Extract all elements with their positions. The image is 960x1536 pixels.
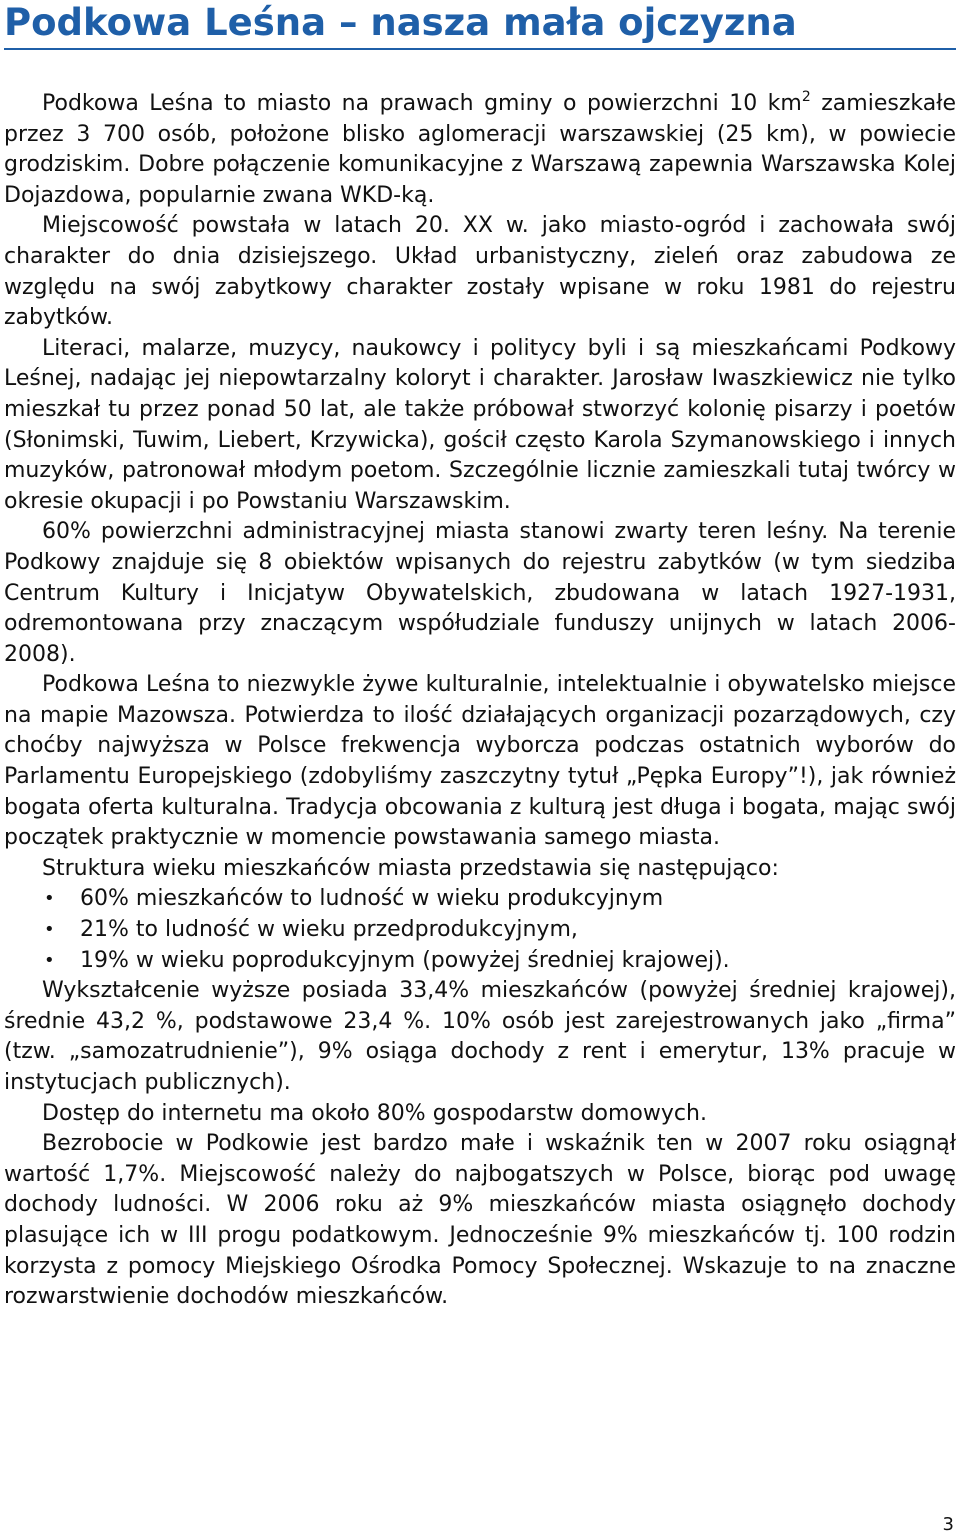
bullet-icon: • xyxy=(44,919,55,941)
document-body xyxy=(4,89,956,1313)
paragraph-forest-monuments: 60% powierzchni administracyjnej miasta stanowi zwarty teren leśny. Na terenie Podkowy znajduje się 8 obiektów wpisanych do rejestru zabytków (w tym siedziba Centrum Kultury i Inicjatyw Obywatelskich, zbudowana w latach 1927-1931, odremontowana przy znaczącym współudziale funduszy unijnych w latach 2006-2008). xyxy=(4,519,956,667)
paragraph-age-structure-intro: Struktura wieku mieszkańców miasta przedstawia się następująco: xyxy=(42,855,779,881)
paragraph-residents: Literaci, malarze, muzycy, naukowcy i politycy byli i są mieszkańcami Podkowy Leśnej, nadając jej niepowtarzalny koloryt i charakter. Jarosław Iwaszkiewicz nie tylko mieszkał tu przez ponad 50 lat, ale także próbował stworzyć kolonię pisarzy i poetów (Słonimski, Tuwim, Liebert, Krzywicka), gościł często Karola Szymanowskiego i innych muzyków, patronował młodym poetom. Szczególnie licznie zamieszkali tutaj twórcy w okresie okupacji i po Powstaniu Warszawskim. xyxy=(4,335,956,514)
list-item xyxy=(4,946,956,977)
paragraph-internet: Dostęp do internetu ma około 80% gospodarstw domowych. xyxy=(42,1100,707,1126)
page-title: Podkowa Leśna – nasza mała ojczyzna xyxy=(4,1,797,44)
list-item-text: 60% mieszkańców to ludność w wieku produkcyjnym xyxy=(80,886,664,912)
list-item xyxy=(4,915,956,946)
page-number: 3 xyxy=(942,1514,954,1535)
paragraph-intro-text: Podkowa Leśna to miasto na prawach gminy o powierzchni 10 km xyxy=(42,91,802,116)
paragraph-unemployment: Bezrobocie w Podkowie jest bardzo małe i wskaźnik ten w 2007 roku osiągnął wartość 1,7%. Miejscowość należy do najbogatszych w Polsce, biorąc pod uwagę dochody ludności. W 2006 roku aż 9% mieszkańców miasta osiągnęło dochody plasujące ich w III progu podatkowym. Jednocześnie 9% mieszkańców tj. 100 rodzin korzysta z pomocy Miejskiego Ośrodka Pomocy Społecznej. Wskazuje to na znaczne rozwarstwienie dochodów mieszkańców. xyxy=(4,1131,956,1310)
title-underline xyxy=(4,48,956,50)
paragraph-history: Miejscowość powstała w latach 20. XX w. jako miasto-ogród i zachowała swój charakter do dnia dzisiejszego. Układ urbanistyczny, zieleń oraz zabudowa ze względu na swój zabytkowy charakter zostały wpisane w roku 1981 do rejestru zabytków. xyxy=(4,213,956,331)
paragraph-intro-continuation: zamieszkałe przez 3 700 osób, położone blisko aglomeracji warszawskiej (25 km), w powiecie grodziskim. Dobre połączenie komunikacyjne z Warszawą zapewnia Warszawska Kolej Dojazdowa, popularnie zwana WKD-ką. xyxy=(4,91,957,208)
superscript-two: 2 xyxy=(801,89,811,105)
paragraph-culture: Podkowa Leśna to niezwykle żywe kulturalnie, intelektualnie i obywatelsko miejsce na mapie Mazowsza. Potwierdza to ilość działających organizacji pozarządowych, czy choćby najwyższa w Polsce frekwencja wyborcza podczas ostatnich wyborów do Parlamentu Europejskiego (zdobyliśmy zaszczytny tytuł „Pępka Europy”!), jak również bogata oferta kulturalna. Tradycja obcowania z kulturą jest długa i bogata, mając swój początek praktycznie w momencie powstawania samego miasta. xyxy=(4,672,956,851)
list-item-text: 21% to ludność w wieku przedprodukcyjnym, xyxy=(80,917,578,943)
list-item xyxy=(4,884,956,915)
paragraph-intro xyxy=(4,89,956,211)
paragraph-education: Wykształcenie wyższe posiada 33,4% mieszkańców (powyżej średniej krajowej), średnie 43,2 %, podstawowe 23,4 %. 10% osób jest zarejestrowanych jako „firma” (tzw. „samozatrudnienie”), 9% osiąga dochody z rent i emerytur, 13% pracuje w instytucjach publicznych). xyxy=(4,978,956,1095)
bullet-icon: • xyxy=(44,888,55,910)
list-item-text: 19% w wieku poprodukcyjnym (powyżej średniej krajowej). xyxy=(80,947,730,973)
age-structure-list xyxy=(4,884,956,976)
bullet-icon: • xyxy=(44,949,55,971)
